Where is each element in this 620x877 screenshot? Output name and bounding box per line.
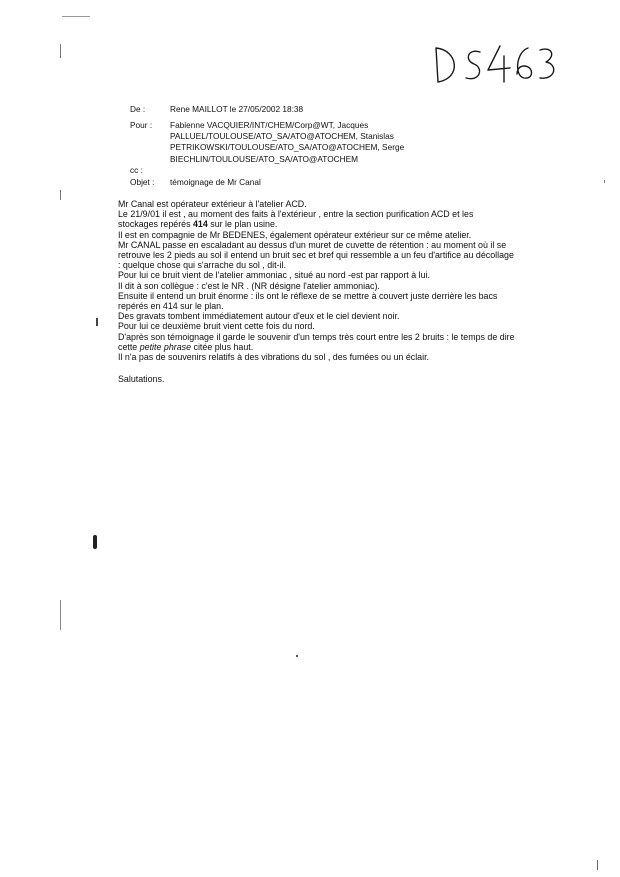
scan-speck bbox=[60, 600, 61, 630]
body-text-bold: 414 bbox=[192, 219, 208, 230]
scan-speck bbox=[62, 16, 90, 17]
body-line: Des gravats tombent immédiatement autour d'eux et le ciel devient noir. bbox=[118, 311, 400, 322]
scan-speck bbox=[93, 535, 97, 549]
scan-speck bbox=[597, 860, 598, 870]
handwritten-reference-stamp bbox=[428, 38, 558, 90]
body-line bbox=[118, 342, 588, 352]
body-line: Il dit à son collègue : c'est le NR . (NR désigne l'atelier ammoniac). bbox=[118, 280, 380, 291]
salutation: Salutations. bbox=[118, 374, 165, 385]
body-text: citée plus haut. bbox=[191, 341, 254, 352]
scan-speck bbox=[96, 318, 98, 326]
body-line: Pour lui ce bruit vient de l'atelier ammoniac , situé au nord -est par rapport à lui. bbox=[118, 270, 430, 281]
from-value: Rene MAILLOT le 27/05/2002 18:38 bbox=[170, 104, 304, 114]
body-line: Mr Canal est opérateur extérieur à l'atelier ACD. bbox=[118, 199, 307, 209]
recipient-line: PALLUEL/TOULOUSE/ATO_SA/ATO@ATOCHEM, Stanislas bbox=[170, 131, 394, 142]
body-line: Pour lui ce deuxième bruit vient cette fois du nord. bbox=[118, 321, 315, 332]
scan-speck bbox=[296, 655, 298, 657]
body-line: D'après son témoignage il garde le souvenir d'un temps très court entre les 2 bruits : le temps de dire bbox=[118, 331, 515, 342]
body-line: Il est en compagnie de Mr BEDENES, également opérateur extérieur sur ce même atelier. bbox=[118, 229, 472, 240]
recipient-line: Fabienne VACQUIER/INT/CHEM/Corp@WT, Jacques bbox=[170, 120, 369, 130]
body-text-italic: petite phrase bbox=[139, 341, 192, 352]
body-line: repérés en 414 sur le plan. bbox=[118, 301, 224, 312]
body-line: Ensuite il entend un bruit énorme : ils ont le réflexe de se mettre à couvert juste derrière les bacs bbox=[118, 290, 498, 301]
body-line: Le 21/9/01 il est , au moment des faits à l'extérieur , entre la section purification ACD et les bbox=[118, 209, 474, 220]
to-label: Pour : bbox=[130, 120, 153, 130]
body-line: : quelque chose qui s'arrache du sol , dit-il. bbox=[118, 260, 286, 271]
message-body bbox=[118, 199, 588, 384]
body-line bbox=[118, 219, 588, 229]
body-text: sur le plan usine. bbox=[207, 219, 278, 230]
scan-speck bbox=[60, 190, 61, 200]
subject-label: Objet : bbox=[130, 177, 155, 187]
recipient-line: BIECHLIN/TOULOUSE/ATO_SA/ATO@ATOCHEM bbox=[170, 153, 359, 164]
body-text: stockages repérés bbox=[118, 219, 193, 230]
recipient-line: PETRIKOWSKI/TOULOUSE/ATO_SA/ATO@ATOCHEM, Serge bbox=[170, 142, 405, 153]
scan-speck bbox=[604, 180, 605, 183]
body-line: Il n'a pas de souvenirs relatifs à des vibrations du sol , des fumées ou un éclair. bbox=[118, 352, 430, 363]
body-line: Mr CANAL passe en escaladant au dessus d'un muret de cuvette de rétention : au moment où il se bbox=[118, 239, 507, 250]
body-text: cette bbox=[118, 341, 140, 352]
body-line: retrouve les 2 pieds au sol il entend un bruit sec et bref qui ressemble a un feu d'artifice au décollage bbox=[118, 250, 514, 261]
cc-label: cc : bbox=[130, 165, 143, 175]
from-label: De : bbox=[130, 104, 146, 114]
scan-speck bbox=[60, 44, 61, 58]
to-recipients bbox=[170, 120, 470, 165]
subject-value: témoignage de Mr Canal bbox=[170, 177, 261, 187]
